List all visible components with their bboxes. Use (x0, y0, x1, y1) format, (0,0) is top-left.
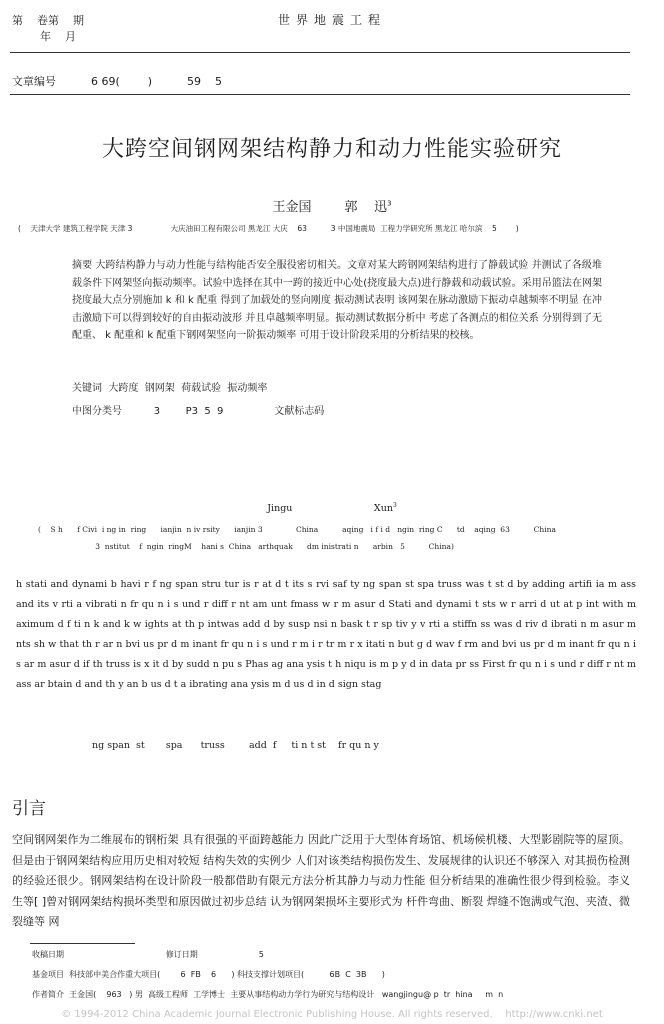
intro-paragraph: 空间钢网架作为二维展布的钢桁架 具有很强的平面跨越能力 因此广泛用于大型体育场馆、机场候机楼、大型影剧院等的屋顶。但是由于钢网架结构应用历史相对较短 结构失效的实例少 人们对该类结构损伤发生、发展规律的认识还不够深入 对其损伤检测的经验还很少。钢网架结构在设计阶段一般都借助有限元方法分析其静力与动力性能 但分析结果的准确性很少得到检验。李义生等[ ]曾对钢网架结构损坏类型和原因做过初步总结 认为钢网架损坏主要形式为 杆件弯曲、断裂 焊缝不饱满或气泡、夹渣、微裂缝等 网 (12, 833, 630, 928)
author-line (0, 196, 664, 215)
header-rule-bottom (10, 94, 630, 95)
paper-title: 大跨空间钢网架结构静力和动力性能实验研究 (101, 137, 562, 162)
english-affiliation-line: 3 nstitut f ngin ringM hani s China arthquak dm inistrati n arbin 5 China) (38, 542, 454, 551)
journal-name: 世界地震工程 (277, 13, 386, 27)
chinese-abstract: 摘要 大跨结构静力与动力性能与结构能否安全服役密切相关。文章对某大跨钢网架结构进行了静载试验 并测试了各级堆载条件下网架竖向振动频率。试验中选择在其中一跨的接近中心处(挠度最大点)进行静载和动载试验。采用吊篮法在网架挠度最大点分别施加 k 和 k 配重 得到了加载处的竖向刚度 振动测试表明 该网架在脉动激励下振动卓越频率不明显 在冲击激励下可以得到较好的自由振动波形 并且卓越频率明显。振动测试数据分析中 考虑了各测点的相位关系 分别得到了无配重、 k 配重和 k 配重下钢网架竖向一阶振动频率 可用于设计阶段采用的分析结果的校核。 (72, 260, 602, 341)
article-number: 文章编号 6 69( ) 59 5 (12, 75, 222, 88)
issue-volume: 第 卷第 期 (12, 14, 84, 27)
section-heading: 引言 (12, 799, 46, 819)
english-keywords: ng span st spa truss add f ti n t st fr qu n y (92, 740, 379, 751)
english-author-superscript: 3 (392, 502, 397, 509)
english-abstract: h stati and dynami b havi r f ng span stru tur is r at d t its s rvi saf ty ng span st spa truss was t st d by adding artifi ia m ass and its v rti a vibrati n fr qu n i s und r diff r nt am unt fmass w r m asur d Stati and dynami t sts w r arri d ut at p int with m aximum d f ti n k and k w ights at th p intwas add d by susp nsi n bask t r sp tiv y v rti a stiffn ss was d riv d ibrati n m asur m nts sh w that th r ar n bvi us pr d m inant fr qu n i s und r m i r tr m r x itati n but g d wav f rm and bvi us pr d m inant fr qu n i s ar m asur d if th truss is x it d by sudd n pu s Phas ag ana ysis t h niqu is m p y d in data pr ss First fr qu n i s und r diff r nt m ass ar btain d and th y an b us d t a ibrating ana ysis m d us d in d sign stag (16, 579, 636, 690)
footnote-author-bio: 作者简介 王金国( 963 ) 男 高级工程师 工学博士 主要从事结构动力学行为研究与结构设计 wangjingu@ p tr hina m n (32, 990, 504, 999)
english-affiliation (38, 521, 556, 555)
affiliation: ( 天津大学 建筑工程学院 天津 3 大庆油田工程有限公司 黑龙江 大庆 63 3 中国地震局 工程力学研究所 黑龙江 哈尔滨 5 ) (18, 224, 519, 233)
author-names: 王金国 郭 迅 (272, 200, 388, 215)
author-superscript: 3 (387, 199, 392, 208)
footnote-received: 收稿日期 修订日期 5 (32, 950, 264, 959)
header-rule-top (10, 52, 630, 53)
english-author-line (0, 502, 664, 514)
chinese-keywords: 关键词 大跨度 钢网架 荷载试验 振动频率 (72, 383, 268, 394)
english-affiliation-line: ( S h f Civi i ng in ring ianjin n iv rsity ianjin 3 China aqing i f i d ngin ring C td aqing 63 China (38, 525, 556, 534)
classification-code: 中图分类号 3 P3 5 9 文献标志码 (72, 406, 325, 417)
issue-year-month: 年 月 (12, 30, 76, 43)
footnote-rule (30, 943, 135, 944)
footnote-fund: 基金项目 科技部中美合作重大项目( 6 FB 6 ) 科技支撑计划项目( 6B C 3B ) (32, 970, 385, 979)
english-author-names: Jingu Xun (267, 503, 393, 515)
copyright-watermark: © 1994-2012 China Academic Journal Electronic Publishing House. All rights reserved. http://www.cnki.net (61, 1009, 603, 1020)
